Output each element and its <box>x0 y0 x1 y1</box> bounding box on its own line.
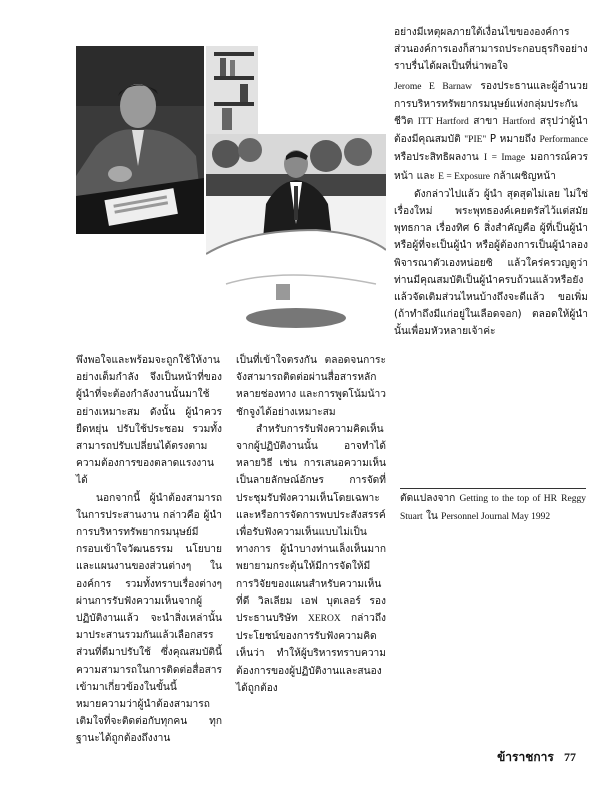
right-paragraph-2: Jerome E Barnaw รองประธานและผู้อำนวยการบริหารทรัพยากรมนุษย์แห่งกลุ่มประกันชีวิต ITT Hartford สาขา Hartford สรุปว่าผู้นำต้องมีคุณสมบัติ "PIE" P หมายถึง Performance หรือประสิทธิผลงาน I = Image มอการณ์ควรหน้า และ E = Exposure กล้าเผชิญหน้า <box>394 80 588 182</box>
photo-man-at-desk <box>76 46 204 234</box>
right-paragraph-1: อย่างมีเหตุผลภายใต้เงื่อนไขขององค์การส่วนองค์การเองก็สามารถประกอบธุรกิจอย่างราบรื่นได้ผลเป็นที่น่าพอใจ <box>394 27 588 73</box>
credit-author: Reggy Stuart <box>400 494 586 523</box>
right-paragraph-3: ดังกล่าวไปแล้ว ผู้นำ สุดสุดไม่เลย ไม่ใช่เรื่องใหม่ พระพุทธองค์เคยตรัสไว้แต่สมัยพุทธกาล เรื่องทิศ 6 สิ่งสำคัญคือ ผู้ที่เป็นผู้นำ หรือผู้ที่จะเป็นผู้นำ หรือผู้ต้องการเป็นผู้นำลองพิจารณาตัวเองหน่อยซิ แล้วใคร่ครวญดูว่าท่านมีคุณสมบัติเป็นผู้นำครบถ้วนแล้วหรือยัง แล้วจัดเติมส่วนไหนบ้างถึงจะดีแล้ว ขอเพิ่ม (ถ้าทำถึงมีแก่อยู่ในเลือดจอก) ตลอดให้ผู้นำนั้นเพื่อมหัวหลายเจ้าค่ะ <box>394 188 588 338</box>
speaker-title: รองประธานและผู้อำนวยการบริหารทรัพยากรมนุษย์แห่งกลุ่มประกันชีวิต <box>394 80 588 128</box>
credit-article-title: Getting to the top of HR <box>459 494 557 504</box>
middle-paragraph-2: สำหรับการรับฟังความคิดเห็นจากผู้ปฏิบัติงานนั้น อาจทำได้หลายวิธี เช่น การเสนอความเห็นเป็นลายลักษณ์อักษร การจัดที่ประชุมรับฟังความเห็นโดยเฉพาะ และหรือการจัดการพบประสังสรรค์เพื่อรับฟังความเห็นแบบไม่เป็นทางการ ผู้นำบางท่านเล็งเห็นมากพยายามกระตุ้นให้มีการจัดให้มีการวิจัยของแผนสำหรับความเห็นที่ดี วิลเลียม เอฟ บุตเลอร์ รองประธานบริษัท XEROX กล่าวถึงประโยชน์ของการรับฟังความคิดเห็นว่า ทำให้ผู้บริหารทราบความต้องการของผู้ปฏิบัติงานและสนองได้ถูกต้อง <box>236 423 386 694</box>
xerox-name: XEROX <box>307 614 341 625</box>
credit-divider <box>400 488 586 489</box>
speaker-name: Jerome E Barnaw <box>394 81 472 92</box>
photo-man-with-car <box>206 134 386 336</box>
page-footer <box>497 748 576 767</box>
left-paragraph-2: นอกจากนี้ ผู้นำต้องสามารถในการประสานงาน กล่าวคือ ผู้นำการบริหารทรัพยากรมนุษย์มีกรอบเข้าใจวัฒนธรรม นโยบาย และแผนงานของส่วนต่างๆ ในองค์การ รวมทั้งทราบเรื่องต่างๆ ผ่านการรับฟังความเห็นจากผู้ปฏิบัติงานแล้ว จะนำสิ่งเหล่านั้นมาประสานรวมกันแล้วเลือกสรรส่วนที่ดีมาปรับใช้ ซึ่งคุณสมบัตินี้ความสามารถในการติดต่อสื่อสารเข้ามาเกี่ยวข้องในขั้นนี้ หมายความว่าผู้นำต้องสามารถเติมใจที่จะติดต่อกับทุกคน ทุกฐานะได้ถูกต้องถึงงาน <box>76 492 222 745</box>
photo-interior-shelf <box>206 46 258 134</box>
credit-label: ตัดแปลงจาก <box>400 493 456 504</box>
credit-in: ใน <box>425 511 438 523</box>
source-credit <box>400 490 586 526</box>
middle-column <box>236 352 386 697</box>
credit-journal: Personnel Journal May 1992 <box>441 512 551 523</box>
right-column-top <box>394 24 588 341</box>
middle-paragraph-1: เป็นที่เข้าใจตรงกัน ตลอดจนการะจังสามารถติดต่อผ่านสื่อสารหลักหลายช่องทาง และการพูดโน้มน้าวชักจูงได้อย่างเหมาะสม <box>236 355 386 418</box>
magazine-name: ข้าราชการ <box>497 750 554 764</box>
page-number: 77 <box>564 750 576 764</box>
left-paragraph-1: พึงพอใจและพร้อมจะถูกใช้ให้งานอย่างเต็มกำลัง จึงเป็นหน้าที่ของผู้นำที่จะต้องกำลังงานนั้นมาใช้อย่างเหมาะสม ดังนั้น ผู้นำควรยืดหยุ่น ปรับใช้ประชอม รวมทั้งสามารถปรับเปลี่ยนได้ตรงตามความต้องการของตลาดแรงงานได้ <box>76 355 222 487</box>
company-name: ITT Hartford <box>417 117 469 128</box>
left-column <box>76 352 222 748</box>
